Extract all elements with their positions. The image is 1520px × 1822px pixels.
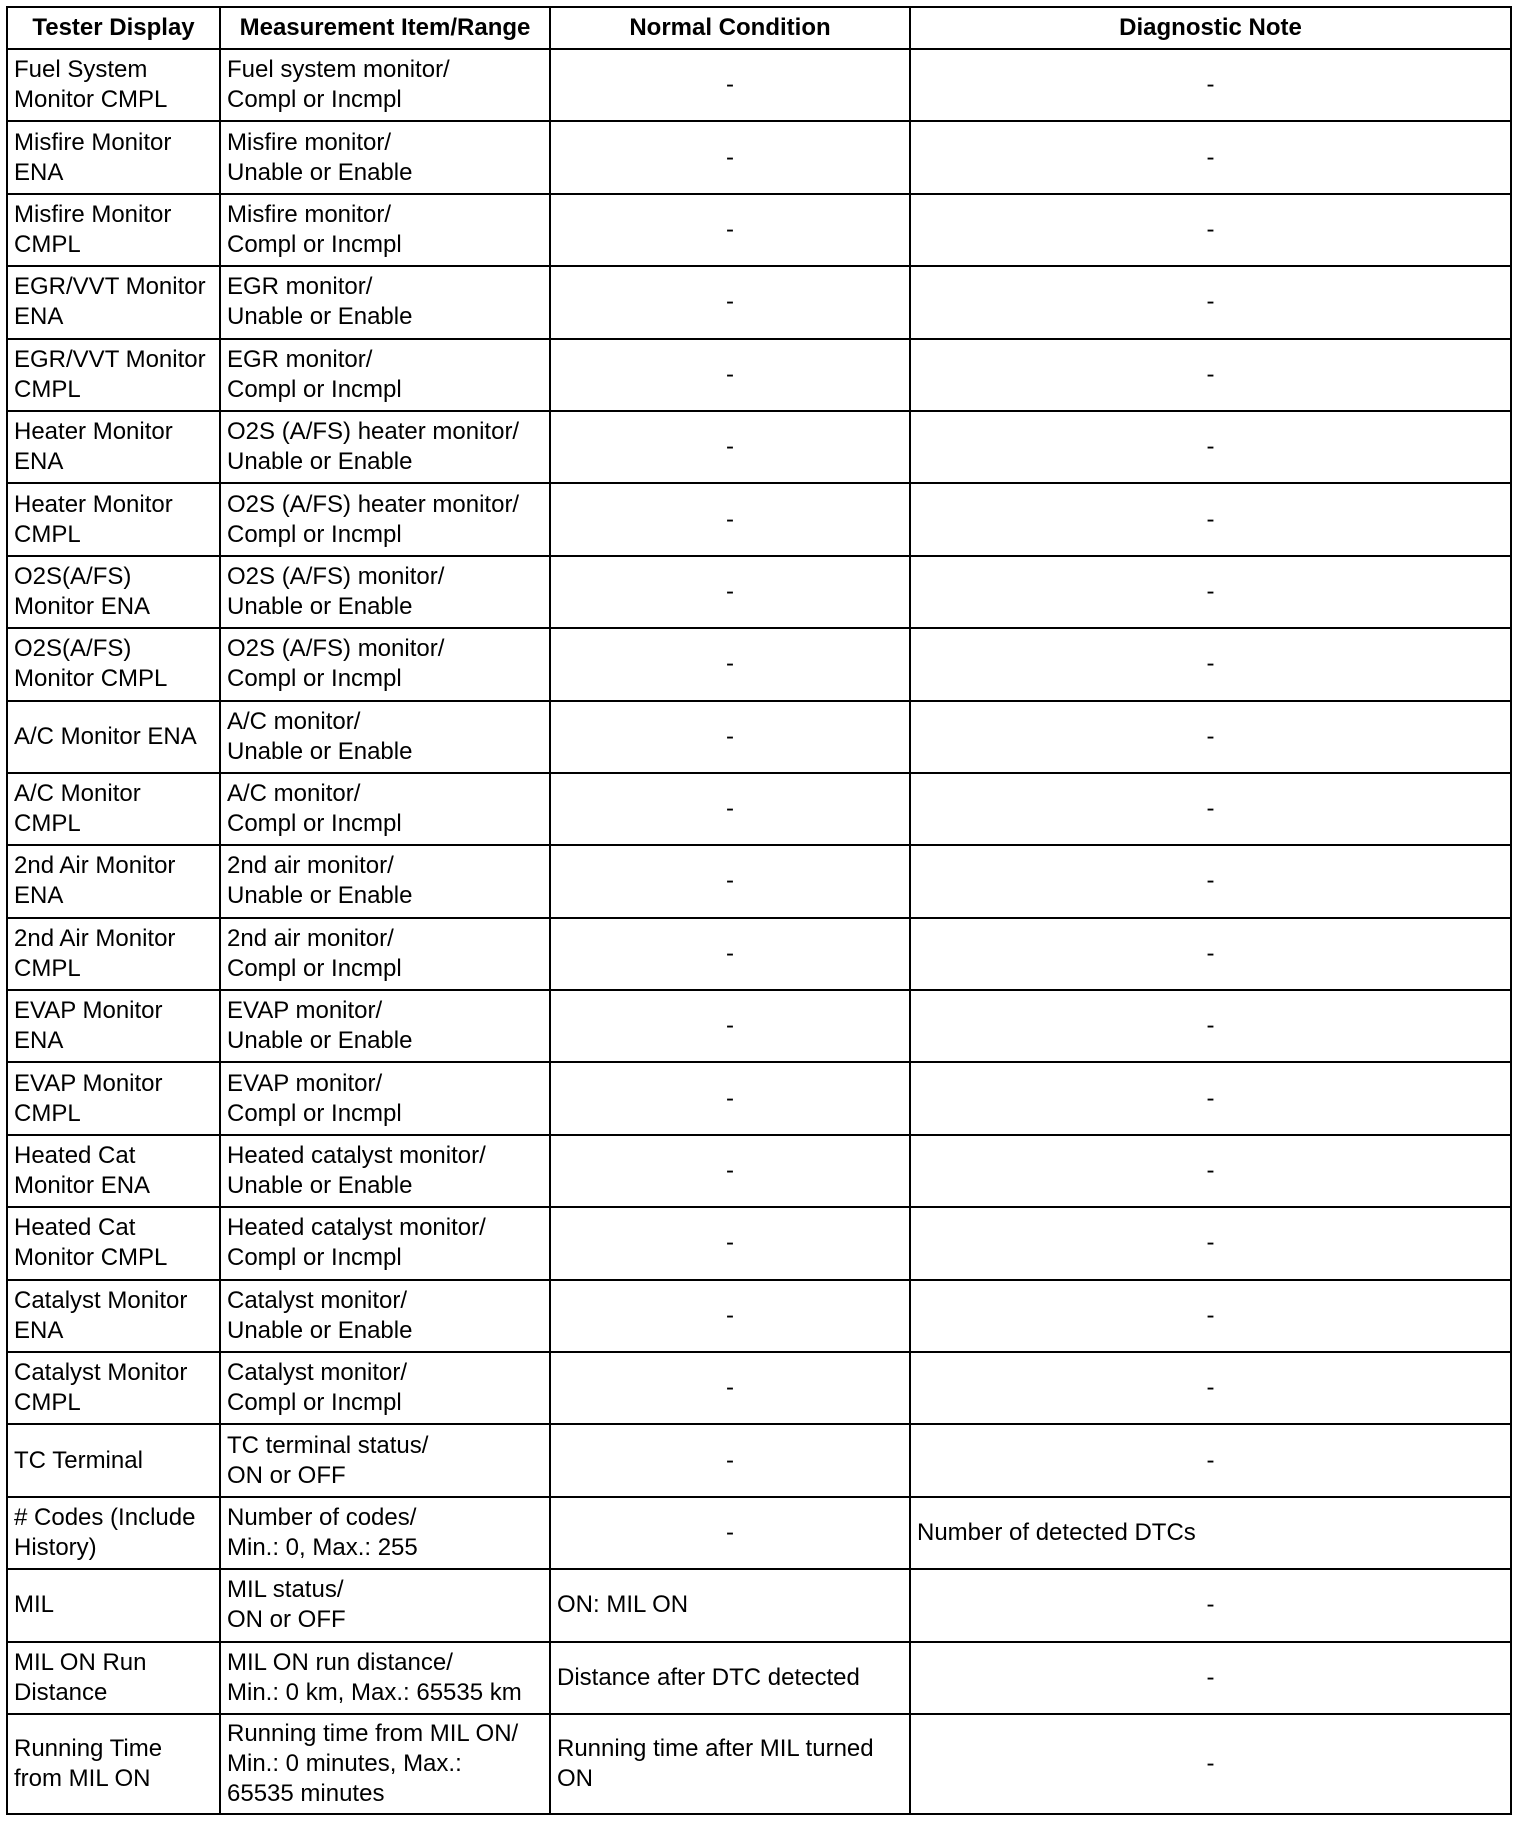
cell-diagnostic-note bbox=[910, 845, 1511, 917]
cell-tester-display bbox=[7, 194, 220, 266]
cell-diagnostic-note-text: - bbox=[1206, 1446, 1215, 1474]
cell-diagnostic-note bbox=[910, 773, 1511, 845]
cell-normal-condition bbox=[550, 339, 910, 411]
cell-diagnostic-note bbox=[910, 411, 1511, 483]
cell-tester-display bbox=[7, 411, 220, 483]
cell-measurement-item-range-text: O2S (A/FS) monitor/ Compl or Incmpl bbox=[227, 635, 445, 693]
cell-tester-display bbox=[7, 628, 220, 700]
cell-diagnostic-note bbox=[910, 1497, 1511, 1569]
cell-measurement-item-range bbox=[220, 1642, 550, 1714]
cell-tester-display bbox=[7, 1497, 220, 1569]
cell-measurement-item-range bbox=[220, 483, 550, 555]
cell-diagnostic-note-text: - bbox=[1206, 1012, 1215, 1040]
cell-diagnostic-note bbox=[910, 121, 1511, 193]
cell-measurement-item-range-text: Heated catalyst monitor/ Compl or Incmpl bbox=[227, 1214, 486, 1272]
cell-normal-condition bbox=[550, 918, 910, 990]
table-body bbox=[7, 49, 1511, 1814]
table-row bbox=[7, 1352, 1511, 1424]
cell-tester-display bbox=[7, 1569, 220, 1641]
cell-measurement-item-range-text: MIL ON run distance/ Min.: 0 km, Max.: 65535 km bbox=[227, 1648, 522, 1706]
cell-tester-display bbox=[7, 1642, 220, 1714]
cell-diagnostic-note-text: - bbox=[1206, 650, 1215, 678]
cell-normal-condition bbox=[550, 1497, 910, 1569]
cell-normal-condition bbox=[550, 1714, 910, 1814]
cell-diagnostic-note-text: - bbox=[1206, 143, 1215, 171]
cell-tester-display-text: Misfire Monitor CMPL bbox=[14, 200, 172, 258]
cell-diagnostic-note bbox=[910, 1352, 1511, 1424]
cell-tester-display-text: A/C Monitor CMPL bbox=[14, 780, 141, 838]
cell-tester-display-text: EGR/VVT Monitor CMPL bbox=[14, 345, 206, 403]
cell-tester-display-text: EVAP Monitor ENA bbox=[14, 997, 163, 1055]
cell-tester-display bbox=[7, 918, 220, 990]
cell-measurement-item-range-text: O2S (A/FS) monitor/ Unable or Enable bbox=[227, 562, 445, 620]
cell-normal-condition-text: - bbox=[726, 1301, 734, 1329]
cell-tester-display bbox=[7, 266, 220, 338]
cell-normal-condition bbox=[550, 266, 910, 338]
cell-normal-condition bbox=[550, 701, 910, 773]
cell-normal-condition bbox=[550, 1352, 910, 1424]
cell-tester-display-text: Misfire Monitor ENA bbox=[14, 128, 172, 186]
cell-normal-condition bbox=[550, 1280, 910, 1352]
cell-normal-condition bbox=[550, 411, 910, 483]
cell-normal-condition bbox=[550, 556, 910, 628]
cell-measurement-item-range-text: 2nd air monitor/ Compl or Incmpl bbox=[227, 924, 402, 982]
cell-measurement-item-range bbox=[220, 990, 550, 1062]
cell-normal-condition-text: ON: MIL ON bbox=[557, 1591, 689, 1619]
cell-measurement-item-range-text: A/C monitor/ Compl or Incmpl bbox=[227, 780, 402, 838]
cell-measurement-item-range-text: MIL status/ ON or OFF bbox=[227, 1576, 346, 1634]
cell-measurement-item-range bbox=[220, 1714, 550, 1814]
cell-tester-display bbox=[7, 1424, 220, 1496]
header-diagnostic-note: Diagnostic Note bbox=[910, 7, 1511, 49]
table-row bbox=[7, 49, 1511, 121]
cell-normal-condition bbox=[550, 1062, 910, 1134]
table-row bbox=[7, 194, 1511, 266]
table-row bbox=[7, 773, 1511, 845]
cell-diagnostic-note-text: - bbox=[1206, 1591, 1215, 1619]
cell-normal-condition bbox=[550, 121, 910, 193]
cell-measurement-item-range-text: Number of codes/ Min.: 0, Max.: 255 bbox=[227, 1504, 418, 1561]
cell-measurement-item-range bbox=[220, 49, 550, 121]
cell-diagnostic-note-text: - bbox=[1206, 795, 1215, 823]
cell-diagnostic-note bbox=[910, 1569, 1511, 1641]
cell-diagnostic-note-text: - bbox=[1206, 215, 1215, 243]
cell-measurement-item-range bbox=[220, 1062, 550, 1134]
table-row bbox=[7, 845, 1511, 917]
cell-tester-display-text: TC Terminal bbox=[14, 1446, 143, 1474]
cell-measurement-item-range bbox=[220, 773, 550, 845]
cell-diagnostic-note bbox=[910, 1642, 1511, 1714]
table-row bbox=[7, 1497, 1511, 1569]
table-row bbox=[7, 701, 1511, 773]
table-row bbox=[7, 1642, 1511, 1714]
cell-diagnostic-note-text: - bbox=[1206, 722, 1215, 750]
cell-measurement-item-range-text: Running time from MIL ON/ Min.: 0 minutes, Max.: 65535 minutes bbox=[227, 1719, 519, 1807]
cell-tester-display bbox=[7, 1352, 220, 1424]
table-row bbox=[7, 1062, 1511, 1134]
cell-tester-display-text: Running Time from MIL ON bbox=[14, 1734, 163, 1792]
cell-tester-display-text: Heater Monitor CMPL bbox=[14, 490, 173, 548]
cell-normal-condition-text: - bbox=[726, 577, 734, 605]
cell-measurement-item-range bbox=[220, 266, 550, 338]
cell-measurement-item-range-text: A/C monitor/ Unable or Enable bbox=[227, 707, 413, 765]
cell-measurement-item-range bbox=[220, 194, 550, 266]
cell-normal-condition-text: - bbox=[726, 360, 734, 388]
cell-measurement-item-range bbox=[220, 1280, 550, 1352]
cell-measurement-item-range-text: Misfire monitor/ Unable or Enable bbox=[227, 128, 413, 186]
cell-normal-condition bbox=[550, 990, 910, 1062]
cell-tester-display bbox=[7, 773, 220, 845]
table-row bbox=[7, 266, 1511, 338]
cell-normal-condition bbox=[550, 49, 910, 121]
cell-diagnostic-note bbox=[910, 1135, 1511, 1207]
cell-tester-display bbox=[7, 121, 220, 193]
cell-normal-condition-text: - bbox=[726, 143, 734, 171]
cell-diagnostic-note-text: - bbox=[1206, 1301, 1215, 1329]
cell-tester-display bbox=[7, 1062, 220, 1134]
table-row bbox=[7, 483, 1511, 555]
cell-normal-condition bbox=[550, 483, 910, 555]
cell-measurement-item-range-text: O2S (A/FS) heater monitor/ Compl or Incmpl bbox=[227, 490, 520, 548]
cell-measurement-item-range bbox=[220, 556, 550, 628]
cell-normal-condition-text: - bbox=[726, 650, 734, 678]
cell-normal-condition-text: - bbox=[726, 867, 734, 895]
cell-tester-display bbox=[7, 990, 220, 1062]
cell-diagnostic-note bbox=[910, 339, 1511, 411]
table-row bbox=[7, 556, 1511, 628]
cell-measurement-item-range-text: 2nd air monitor/ Unable or Enable bbox=[227, 852, 413, 910]
cell-diagnostic-note bbox=[910, 701, 1511, 773]
cell-normal-condition-text: - bbox=[726, 939, 734, 967]
cell-normal-condition-text: - bbox=[726, 71, 734, 99]
cell-measurement-item-range-text: Catalyst monitor/ Unable or Enable bbox=[227, 1286, 413, 1344]
cell-normal-condition bbox=[550, 845, 910, 917]
cell-diagnostic-note-text: - bbox=[1206, 433, 1215, 461]
cell-diagnostic-note bbox=[910, 990, 1511, 1062]
cell-tester-display-text: Fuel System Monitor CMPL bbox=[14, 56, 168, 114]
cell-diagnostic-note-text: - bbox=[1206, 1374, 1215, 1402]
cell-measurement-item-range bbox=[220, 1569, 550, 1641]
cell-normal-condition-text: - bbox=[726, 795, 734, 823]
cell-measurement-item-range-text: Heated catalyst monitor/ Unable or Enable bbox=[227, 1142, 486, 1200]
data-list-table bbox=[6, 6, 1512, 1815]
cell-tester-display bbox=[7, 701, 220, 773]
cell-diagnostic-note-text: - bbox=[1206, 1084, 1215, 1112]
cell-measurement-item-range-text: Fuel system monitor/ Compl or Incmpl bbox=[227, 56, 450, 114]
cell-normal-condition-text: Running time after MIL turned ON bbox=[557, 1734, 874, 1792]
cell-normal-condition-text: - bbox=[726, 215, 734, 243]
table-row bbox=[7, 121, 1511, 193]
cell-measurement-item-range-text: EVAP monitor/ Unable or Enable bbox=[227, 997, 413, 1055]
cell-normal-condition-text: - bbox=[726, 1519, 734, 1546]
cell-measurement-item-range bbox=[220, 1352, 550, 1424]
cell-diagnostic-note bbox=[910, 1207, 1511, 1279]
table-row bbox=[7, 990, 1511, 1062]
cell-diagnostic-note-text: - bbox=[1206, 71, 1215, 99]
cell-normal-condition bbox=[550, 773, 910, 845]
cell-measurement-item-range bbox=[220, 1424, 550, 1496]
cell-tester-display bbox=[7, 1207, 220, 1279]
cell-measurement-item-range-text: EGR monitor/ Unable or Enable bbox=[227, 273, 413, 331]
cell-diagnostic-note-text: - bbox=[1206, 1663, 1215, 1691]
table-row bbox=[7, 339, 1511, 411]
cell-tester-display-text: O2S(A/FS) Monitor ENA bbox=[14, 562, 151, 620]
cell-measurement-item-range-text: O2S (A/FS) heater monitor/ Unable or Enable bbox=[227, 418, 520, 476]
cell-measurement-item-range bbox=[220, 339, 550, 411]
table-row bbox=[7, 1135, 1511, 1207]
cell-diagnostic-note-text: - bbox=[1206, 1749, 1215, 1777]
table-row bbox=[7, 628, 1511, 700]
cell-measurement-item-range-text: EVAP monitor/ Compl or Incmpl bbox=[227, 1069, 402, 1127]
cell-measurement-item-range-text: TC terminal status/ ON or OFF bbox=[227, 1431, 429, 1489]
cell-diagnostic-note bbox=[910, 1062, 1511, 1134]
cell-normal-condition-text: - bbox=[726, 1012, 734, 1040]
cell-tester-display bbox=[7, 1714, 220, 1814]
cell-measurement-item-range bbox=[220, 1497, 550, 1569]
cell-normal-condition bbox=[550, 194, 910, 266]
cell-diagnostic-note-text: - bbox=[1206, 360, 1215, 388]
cell-tester-display-text: MIL ON Run Distance bbox=[14, 1648, 147, 1706]
cell-measurement-item-range bbox=[220, 628, 550, 700]
table-row bbox=[7, 1207, 1511, 1279]
cell-normal-condition bbox=[550, 1569, 910, 1641]
cell-tester-display bbox=[7, 556, 220, 628]
cell-measurement-item-range-text: Misfire monitor/ Compl or Incmpl bbox=[227, 200, 402, 258]
cell-measurement-item-range-text: EGR monitor/ Compl or Incmpl bbox=[227, 345, 402, 403]
cell-diagnostic-note bbox=[910, 628, 1511, 700]
header-tester-display: Tester Display bbox=[7, 7, 220, 49]
table-row bbox=[7, 1714, 1511, 1814]
cell-diagnostic-note bbox=[910, 1714, 1511, 1814]
cell-normal-condition-text: - bbox=[726, 505, 734, 533]
cell-measurement-item-range bbox=[220, 845, 550, 917]
cell-normal-condition bbox=[550, 1207, 910, 1279]
cell-diagnostic-note bbox=[910, 1280, 1511, 1352]
cell-measurement-item-range bbox=[220, 701, 550, 773]
cell-normal-condition-text: - bbox=[726, 1157, 734, 1185]
cell-diagnostic-note-text: Number of detected DTCs bbox=[917, 1519, 1196, 1546]
cell-normal-condition-text: - bbox=[726, 1374, 734, 1402]
cell-normal-condition-text: - bbox=[726, 1229, 734, 1257]
cell-tester-display-text: # Codes (Include History) bbox=[14, 1504, 196, 1561]
cell-normal-condition bbox=[550, 1135, 910, 1207]
cell-tester-display-text: A/C Monitor ENA bbox=[14, 722, 197, 750]
cell-diagnostic-note-text: - bbox=[1206, 577, 1215, 605]
cell-tester-display bbox=[7, 1135, 220, 1207]
table-row bbox=[7, 1569, 1511, 1641]
cell-diagnostic-note-text: - bbox=[1206, 939, 1215, 967]
table-row bbox=[7, 411, 1511, 483]
cell-normal-condition bbox=[550, 1642, 910, 1714]
cell-normal-condition-text: - bbox=[726, 433, 734, 461]
cell-diagnostic-note bbox=[910, 556, 1511, 628]
cell-measurement-item-range bbox=[220, 121, 550, 193]
cell-tester-display-text: Catalyst Monitor CMPL bbox=[14, 1359, 188, 1417]
cell-measurement-item-range bbox=[220, 1207, 550, 1279]
cell-normal-condition-text: - bbox=[726, 288, 734, 316]
cell-diagnostic-note-text: - bbox=[1206, 288, 1215, 316]
cell-diagnostic-note bbox=[910, 49, 1511, 121]
cell-measurement-item-range bbox=[220, 411, 550, 483]
cell-diagnostic-note-text: - bbox=[1206, 1229, 1215, 1257]
header-measurement-item-range: Measurement Item/Range bbox=[220, 7, 550, 49]
cell-tester-display bbox=[7, 845, 220, 917]
cell-measurement-item-range bbox=[220, 918, 550, 990]
cell-tester-display bbox=[7, 483, 220, 555]
cell-tester-display bbox=[7, 339, 220, 411]
cell-tester-display-text: 2nd Air Monitor ENA bbox=[14, 852, 176, 910]
cell-diagnostic-note bbox=[910, 918, 1511, 990]
table-row bbox=[7, 1280, 1511, 1352]
cell-tester-display-text: EGR/VVT Monitor ENA bbox=[14, 273, 206, 331]
cell-diagnostic-note bbox=[910, 1424, 1511, 1496]
cell-tester-display bbox=[7, 49, 220, 121]
cell-normal-condition-text: - bbox=[726, 722, 734, 750]
cell-tester-display-text: O2S(A/FS) Monitor CMPL bbox=[14, 635, 168, 693]
cell-tester-display-text: Heated Cat Monitor CMPL bbox=[14, 1214, 168, 1272]
cell-normal-condition-text: - bbox=[726, 1084, 734, 1112]
header-normal-condition: Normal Condition bbox=[550, 7, 910, 49]
table-row bbox=[7, 918, 1511, 990]
cell-measurement-item-range-text: Catalyst monitor/ Compl or Incmpl bbox=[227, 1359, 408, 1417]
cell-normal-condition bbox=[550, 1424, 910, 1496]
cell-tester-display-text: 2nd Air Monitor CMPL bbox=[14, 924, 176, 982]
cell-tester-display-text: Heater Monitor ENA bbox=[14, 418, 173, 476]
cell-tester-display-text: MIL bbox=[14, 1591, 55, 1619]
cell-diagnostic-note-text: - bbox=[1206, 867, 1215, 895]
cell-normal-condition bbox=[550, 628, 910, 700]
cell-normal-condition-text: - bbox=[726, 1446, 734, 1474]
cell-measurement-item-range bbox=[220, 1135, 550, 1207]
cell-tester-display-text: EVAP Monitor CMPL bbox=[14, 1069, 163, 1127]
cell-diagnostic-note-text: - bbox=[1206, 1157, 1215, 1185]
data-list-table-container bbox=[6, 6, 1512, 1815]
cell-normal-condition-text: Distance after DTC detected bbox=[557, 1663, 860, 1691]
cell-diagnostic-note bbox=[910, 194, 1511, 266]
cell-tester-display-text: Catalyst Monitor ENA bbox=[14, 1286, 188, 1344]
cell-diagnostic-note bbox=[910, 266, 1511, 338]
header-row bbox=[7, 7, 1511, 49]
table-row bbox=[7, 1424, 1511, 1496]
cell-tester-display bbox=[7, 1280, 220, 1352]
cell-diagnostic-note-text: - bbox=[1206, 505, 1215, 533]
cell-diagnostic-note bbox=[910, 483, 1511, 555]
cell-tester-display-text: Heated Cat Monitor ENA bbox=[14, 1142, 151, 1200]
